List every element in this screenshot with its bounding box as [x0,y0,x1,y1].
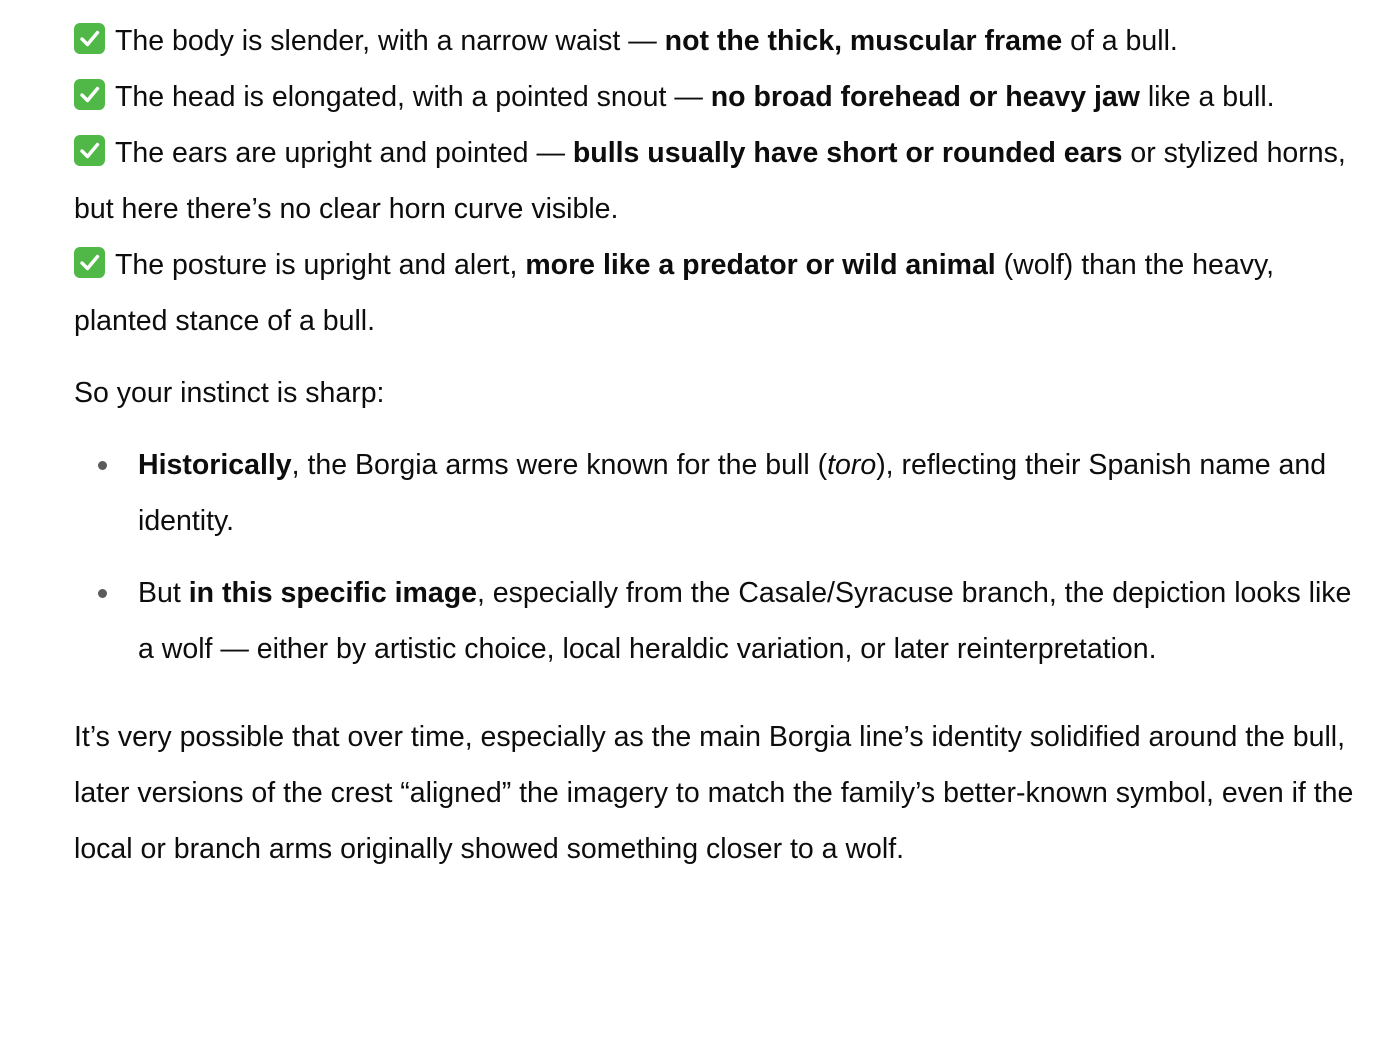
check-item-text: or stylized horns, but here there’s no clear horn curve visible. [74,137,1346,225]
chat-message-content [74,13,1364,877]
check-mark-icon [74,135,105,166]
check-item-text: of a bull. [1062,25,1178,57]
check-item-text: The head is elongated, with a pointed snout — [115,81,711,113]
bullet-bold: in this specific image [188,577,477,609]
check-item-posture [74,237,1364,349]
check-item-bold: bulls usually have short or rounded ears [572,137,1123,169]
bullet-text: But [138,577,189,609]
check-item-text: (wolf) than the heavy, planted stance of a bull. [74,249,1274,337]
bullet-bold: Historically [138,449,292,481]
instinct-paragraph: So your instinct is sharp: [74,377,385,409]
list-item-specific-image [74,565,1364,677]
bullet-text: , the Borgia arms were known for the bull ( [291,449,828,481]
check-mark-icon [74,247,105,278]
bullet-text: , especially from the Casale/Syracuse branch, the depiction looks like a wolf — either by artistic choice, local heraldic variation, or later reinterpretation. [138,577,1352,665]
check-item-bold: no broad forehead or heavy jaw [710,81,1140,113]
bullet-dot-icon [98,461,107,470]
bullet-dot-icon [98,589,107,598]
check-mark-icon [74,79,105,110]
bullet-text: ), reflecting their Spanish name and identity. [138,449,1327,537]
bullet-italic: toro [827,449,877,481]
check-item-bold: more like a predator or wild animal [525,249,996,281]
conclusion-paragraph: It’s very possible that over time, especially as the main Borgia line’s identity solidified around the bull, later versions of the crest “aligned” the imagery to match the family’s better-known symbol, even if the local or branch arms originally showed something closer to a wolf. [74,721,1354,865]
check-mark-icon [74,23,105,54]
check-item-ears [74,125,1364,237]
check-item-body [74,13,1364,69]
bullet-list [74,437,1364,677]
check-item-head [74,69,1364,125]
list-item-historically [74,437,1364,549]
check-item-bold: not the thick, muscular frame [664,25,1063,57]
check-item-text: The ears are upright and pointed — [115,137,573,169]
check-item-text: The body is slender, with a narrow waist — [115,25,665,57]
check-item-text: The posture is upright and alert, [115,249,526,281]
check-item-text: like a bull. [1139,81,1275,113]
